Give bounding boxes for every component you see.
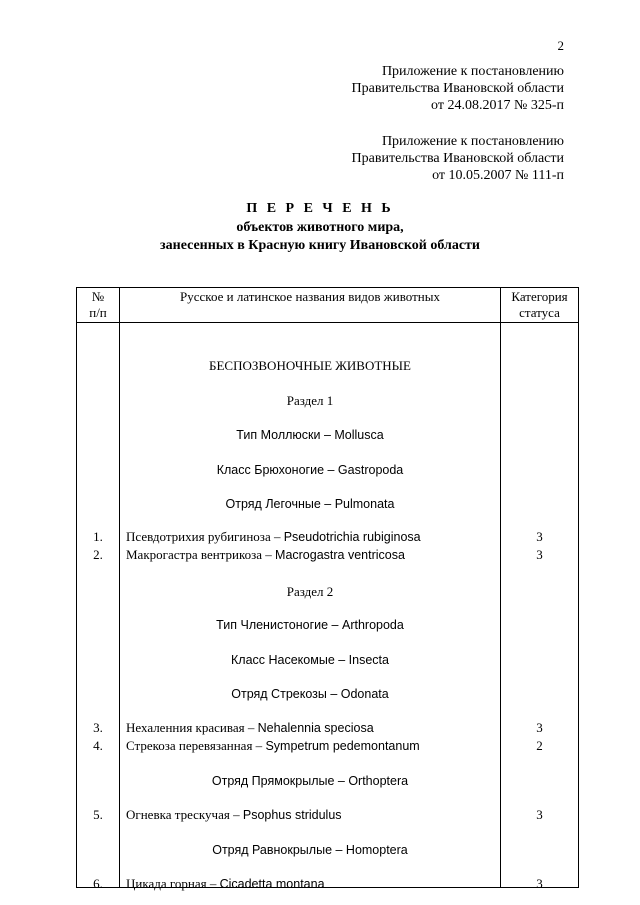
header-num-line: № [91,289,105,304]
order-heading: Отряд Стрекозы – Odonata [231,687,389,701]
status-value: 3 [536,876,543,891]
section-heading: Раздел 2 [286,584,334,599]
table-body-row [77,323,579,888]
status-column [501,323,579,891]
row-number: 3. [93,720,103,735]
name-column [120,323,501,891]
page-number: 2 [557,38,564,53]
species-name: Цикада горная – Cicadetta montana [126,876,325,891]
appendix-line: от 24.08.2017 № 325-п [431,98,564,113]
table-header-row [77,288,579,323]
document-title: П Е Р Е Ч Е Н Ь [246,201,394,216]
row-number: 4. [93,738,103,753]
species-name: Стрекоза перевязанная – Sympetrum pedemontanum [126,738,420,753]
header-num-line: п/п [89,305,107,320]
species-name: Огневка трескучая – Psophus stridulus [126,807,342,822]
document-subtitle-line1: объектов животного мира, [236,220,404,235]
type-heading: Тип Членистоногие – Arthropoda [216,618,404,632]
row-number: 2. [93,547,103,562]
section-heading: Раздел 1 [286,393,334,408]
species-table [76,287,579,891]
type-heading: Тип Моллюски – Mollusca [236,428,384,442]
header-num [77,288,120,323]
appendix-line: Приложение к постановлению [381,64,564,79]
order-heading: Отряд Прямокрылые – Orthoptera [211,774,409,788]
class-heading: Класс Насекомые – Insecta [231,653,389,667]
appendix-note-original [352,133,564,184]
row-number: 6. [93,876,103,891]
species-name: Нехаленния красивая – Nehalennia speciosa [126,720,374,735]
header-status [501,288,579,323]
appendix-line: Правительства Ивановской области [351,151,564,166]
document-subtitle-line2: занесенных в Красную книгу Ивановской области [160,238,480,253]
status-value: 2 [536,738,543,753]
species-name: Макрогастра вентрикоза – Macrogastra ventricosa [126,547,405,562]
header-status-line: Категория [511,289,568,304]
order-heading: Отряд Равнокрылые – Homoptera [212,843,408,857]
species-name: Псевдотрихия рубигиноза – Pseudotrichia rubiginosa [126,529,421,544]
num-column [77,323,120,891]
status-value: 3 [536,529,543,544]
header-status-line: статуса [519,305,560,320]
row-number: 1. [93,529,103,544]
status-value: 3 [536,547,543,562]
class-heading: Класс Брюхоногие – Gastropoda [216,463,404,477]
row-number: 5. [93,807,103,822]
appendix-note-current [352,63,564,114]
order-heading: Отряд Легочные – Pulmonata [225,497,395,511]
status-value: 3 [536,807,543,822]
header-name: Русское и латинское названия видов животных [120,288,501,323]
appendix-line: от 10.05.2007 № 111-п [432,168,564,183]
status-value: 3 [536,720,543,735]
appendix-line: Приложение к постановлению [381,134,564,149]
group-heading: БЕСПОЗВОНОЧНЫЕ ЖИВОТНЫЕ [209,358,411,373]
appendix-line: Правительства Ивановской области [351,81,564,96]
